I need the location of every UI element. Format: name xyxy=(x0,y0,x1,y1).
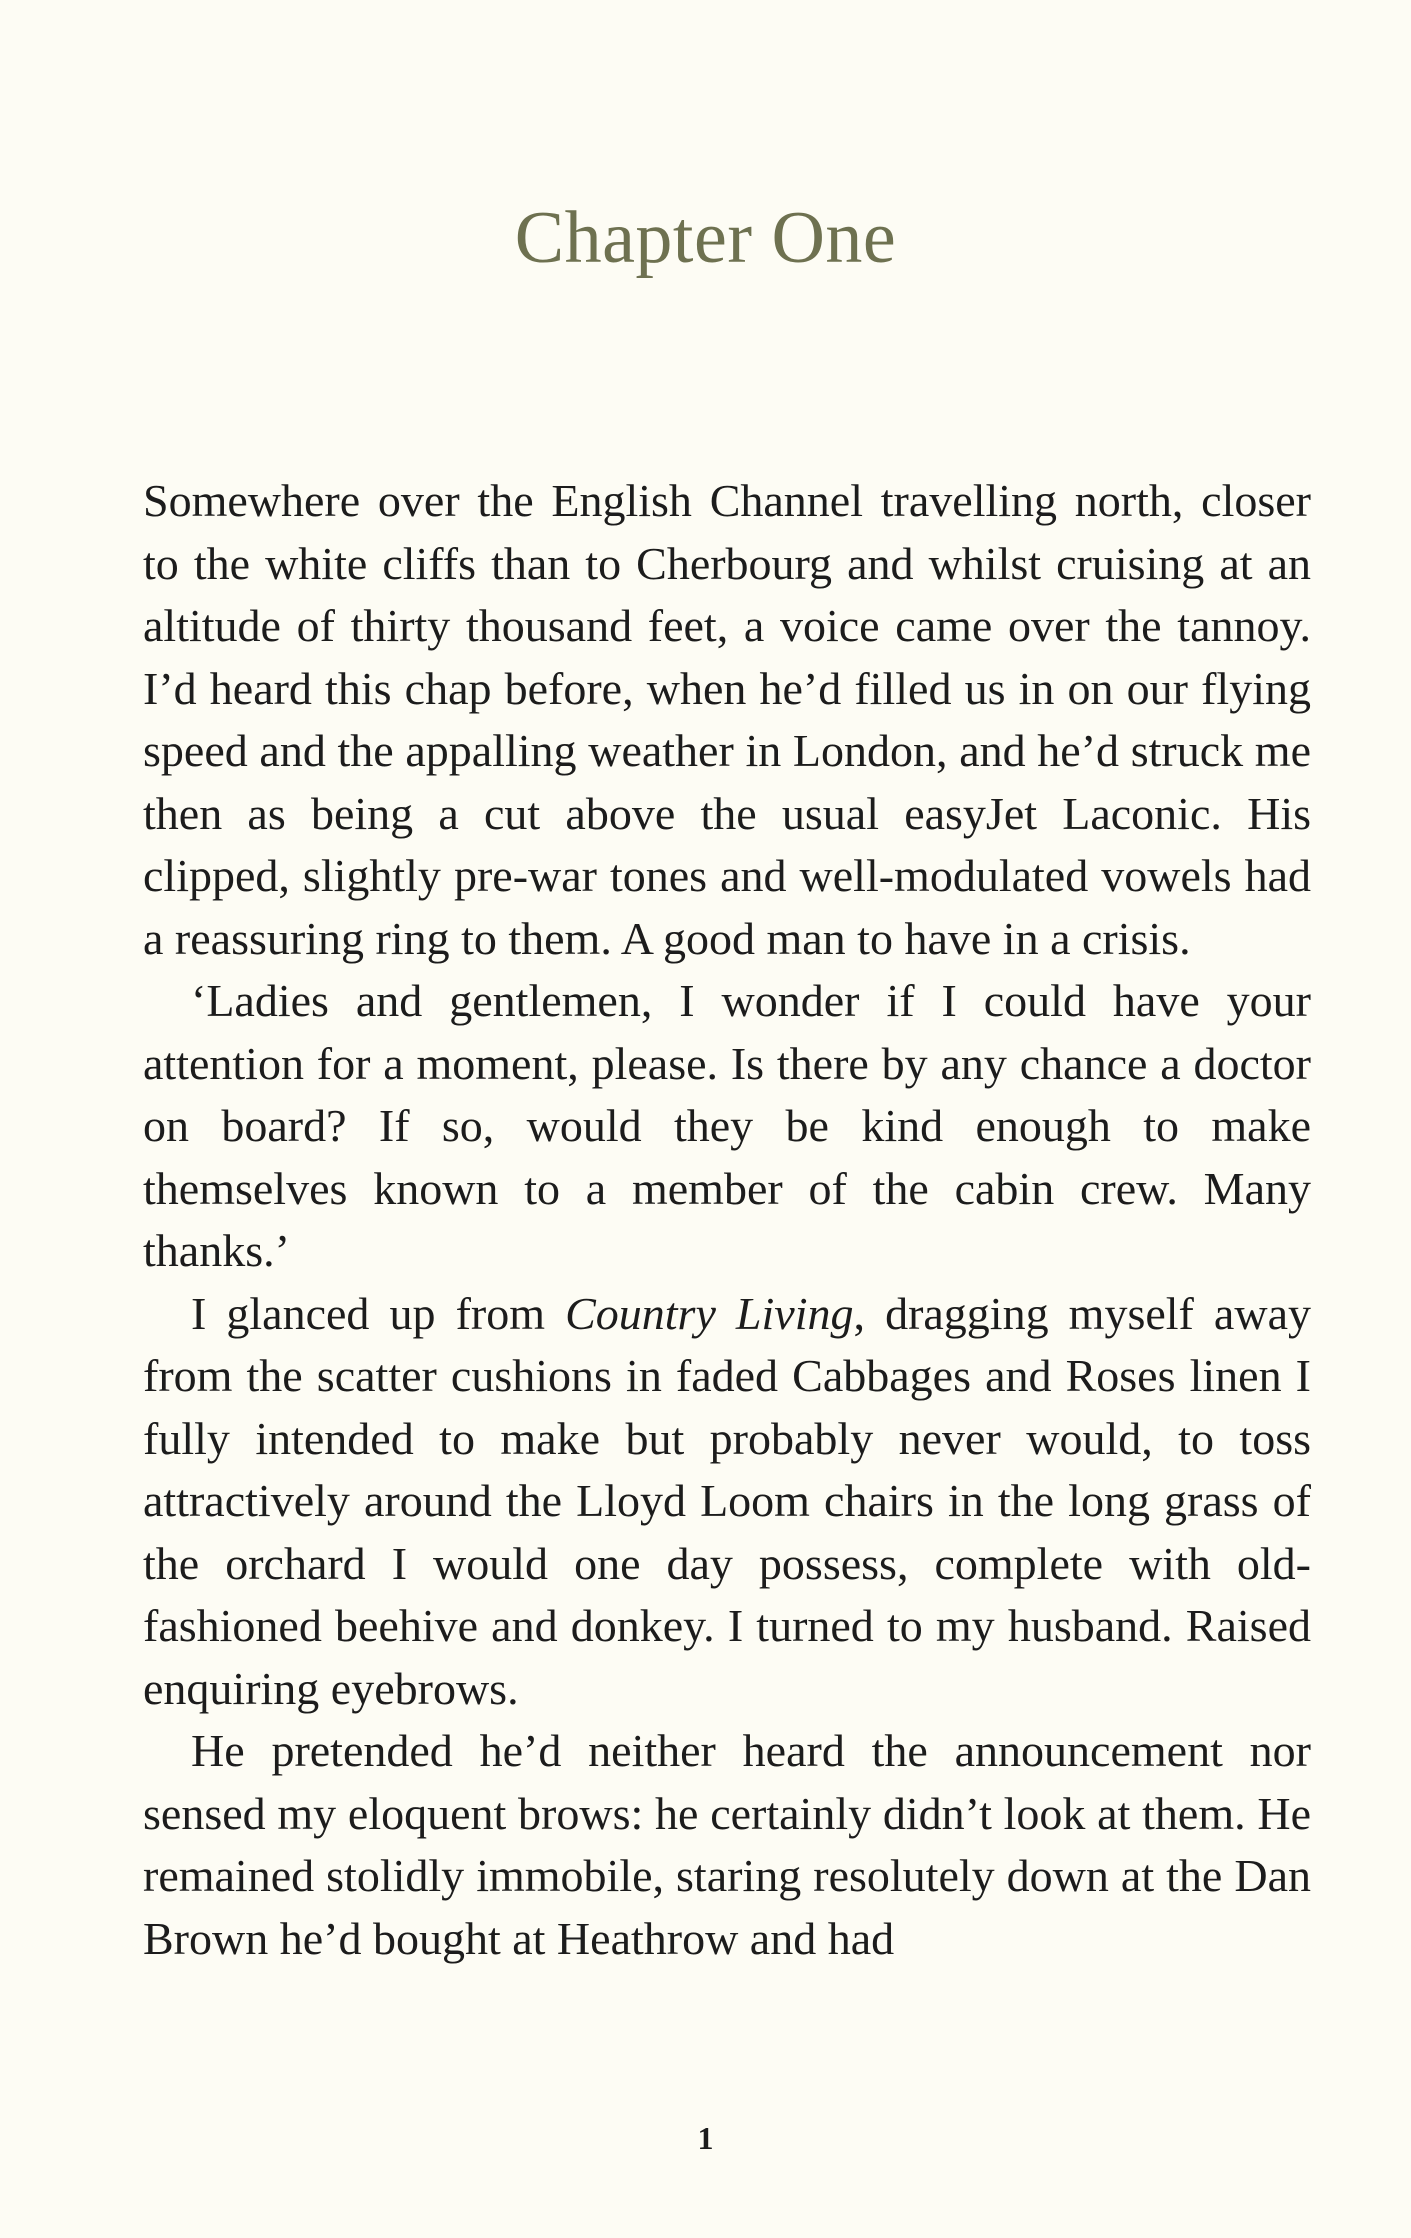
chapter-body xyxy=(143,470,1311,1970)
paragraph-3-rest: , dragging myself away from the scatter cushions in faded Cabbages and Roses linen I fully intended to make but probably never would, to toss attractively around the Lloyd Loom chairs in the long grass of the orchard I would one day possess, complete with old-fashioned beehive and donkey. I turned to my husband. Raised enquiring eyebrows. xyxy=(143,1287,1311,1714)
paragraph-2: ‘Ladies and gentlemen, I wonder if I could have your attention for a moment, please. Is there by any chance a doctor on board? If so, would they be kind enough to make themselves known to a member of the cabin crew. Many thanks.’ xyxy=(143,975,1311,1276)
paragraph-1: Somewhere over the English Channel travelling north, closer to the white cliffs than to Cherbourg and whilst cruising at an altitude of thirty thousand feet, a voice came over the tannoy. I’d heard this chap before, when he’d filled us in on our flying speed and the appalling weather in London, and he’d struck me then as being a cut above the usual easyJet Laconic. His clipped, slightly pre-war tones and well-modulated vowels had a reassuring ring to them. A good man to have in a crisis. xyxy=(143,475,1311,964)
chapter-title: Chapter One xyxy=(514,197,897,279)
page-number: 1 xyxy=(697,2120,714,2156)
paragraph-3 xyxy=(143,1283,1311,1721)
paragraph-3-start: I glanced up from xyxy=(191,1287,566,1339)
paragraph-4: He pretended he’d neither heard the announcement nor sensed my eloquent brows: he certainly didn’t look at them. He remained stolidly immobile, staring resolutely down at the Dan Brown he’d bought at Heathrow and had xyxy=(143,1725,1311,1964)
magazine-title: Country Living xyxy=(565,1287,854,1339)
